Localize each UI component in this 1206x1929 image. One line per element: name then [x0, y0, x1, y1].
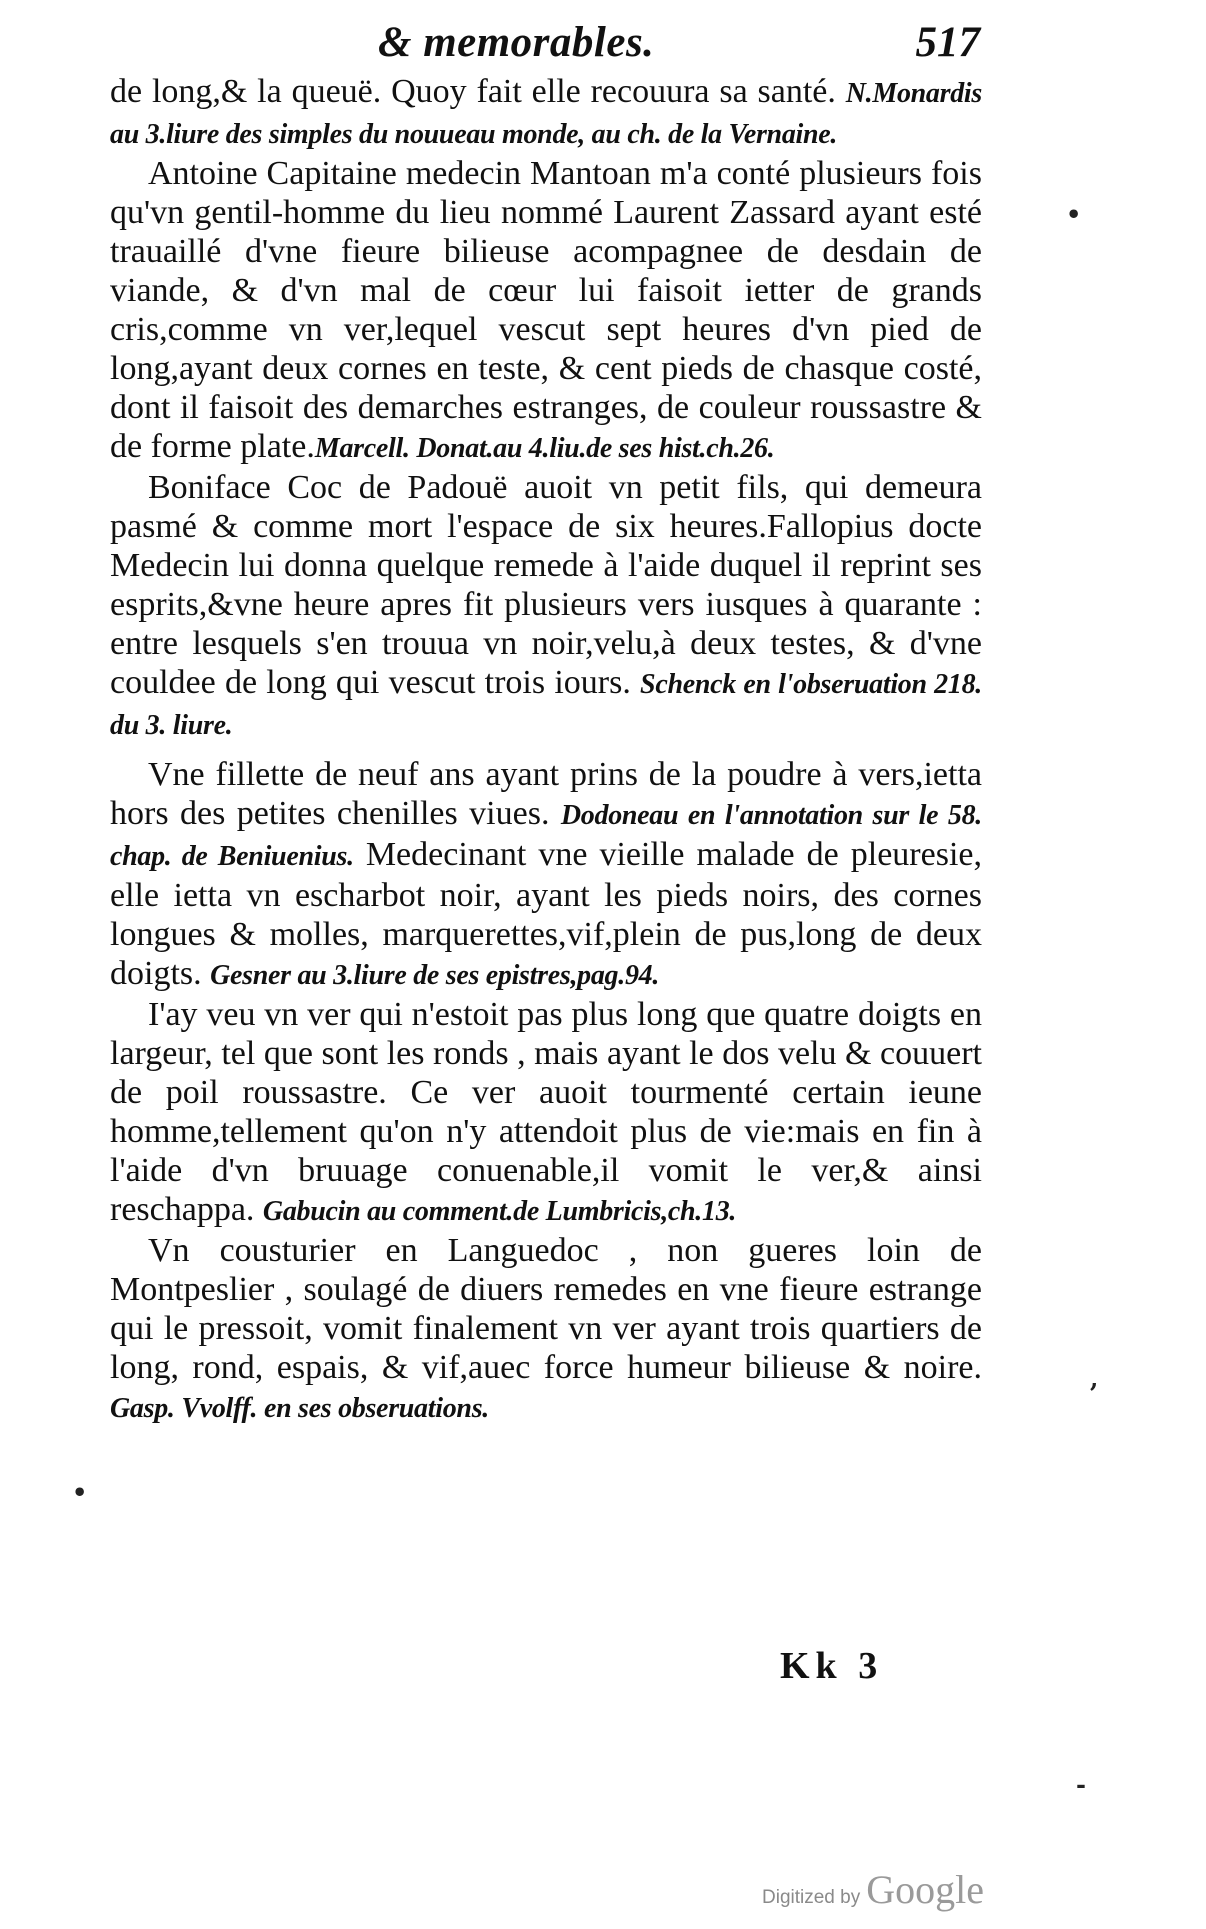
watermark-brand: Google	[866, 1867, 984, 1912]
citation: Marcell. Donat.au 4.liu.de ses hist.ch.26.	[314, 433, 775, 464]
paragraph-2	[110, 154, 982, 468]
paragraph-text: I'ay veu vn ver qui n'estoit pas plus long que quatre doigts en largeur, tel que sont les ronds , mais ayant le dos velu & couuert de poil roussastre. Ce ver auoit tourmenté certain ieune homme,tellement qu'on n'y attendoit plus de vie:mais en fin à l'aide d'vn bruuage conuenable,il vomit le ver,& ainsi reschappa.	[110, 996, 982, 1228]
paragraph-4	[110, 755, 982, 995]
margin-speck: -	[1076, 1770, 1086, 1799]
watermark-label: Digitized by	[762, 1887, 861, 1908]
paragraph-text: Vne fillette de neuf ans ayant prins de la poudre à vers,ietta hors des petites chenilles viues.	[110, 756, 982, 832]
margin-speck: •	[1066, 200, 1082, 229]
citation: Dodoneau en l'annotation sur le 58. chap. de Beniuenius.	[110, 800, 982, 872]
signature-mark: Kk 3	[780, 1645, 884, 1687]
paragraph-1	[110, 72, 982, 154]
citation: Schenck en l'obseruation 218. du 3. liure.	[110, 669, 982, 741]
running-header	[110, 14, 980, 74]
paragraph-text-continued: Medecinant vne vieille malade de pleuresie, elle ietta vn escharbot noir, ayant les pieds noirs, des cornes longues & molles, marquerettes,vif,plein de pus,long de deux doigts.	[110, 836, 982, 992]
paragraph-5	[110, 995, 982, 1231]
citation: Gasp. Vvolff. en ses obseruations.	[110, 1393, 489, 1424]
body-text	[110, 72, 982, 1428]
paragraph-text: de long,& la queuë. Quoy fait elle recouura sa santé.	[110, 73, 846, 110]
citation: N.Monardis au 3.liure des simples du nouueau monde, au ch. de la Vernaine.	[110, 78, 982, 150]
margin-speck: •	[72, 1478, 88, 1507]
paragraph-6	[110, 1231, 982, 1428]
paragraph-text: Boniface Coc de Padouë auoit vn petit fils, qui demeura pasmé & comme mort l'espace de six heures.Fallopius docte Medecin lui donna quelque remede à l'aide duquel il reprint ses esprits,&vne heure apres fit plusieurs vers iusques à quarante : entre lesquels s'en trouua vn noir,velu,à deux testes, & d'vne couldee de long qui vescut trois iours.	[110, 469, 982, 701]
citation: Gabucin au comment.de Lumbricis,ch.13.	[262, 1196, 737, 1227]
paragraph-text: Vn cousturier en Languedoc , non gueres loin de Montpeslier , soulagé de diuers remedes en vne fieure estrange qui le pressoit, vomit finalement vn ver ayant trois quartiers de long, rond, espais, & vif,auec force humeur bilieuse & noire.	[110, 1232, 982, 1386]
page-number: 517	[915, 19, 980, 66]
citation: Gesner au 3.liure de ses epistres,pag.94.	[210, 960, 660, 991]
paragraph-3	[110, 468, 982, 745]
margin-speck: ,	[1090, 1364, 1099, 1393]
digitized-watermark	[762, 1866, 984, 1913]
paragraph-text: Antoine Capitaine medecin Mantoan m'a conté plusieurs fois qu'vn gentil-homme du lieu nommé Laurent Zassard ayant esté trauaillé d'vne fieure bilieuse acompagnee de desdain de viande, & d'vn mal de cœur lui faisoit ietter de grands cris,comme vn ver,lequel vescut sept heures d'vn pied de long,ayant deux cornes en teste, & cent pieds de chasque costé, dont il faisoit des demarches estranges, de couleur roussastre & de forme plate.	[110, 155, 982, 465]
running-title: & memorables.	[378, 19, 655, 66]
